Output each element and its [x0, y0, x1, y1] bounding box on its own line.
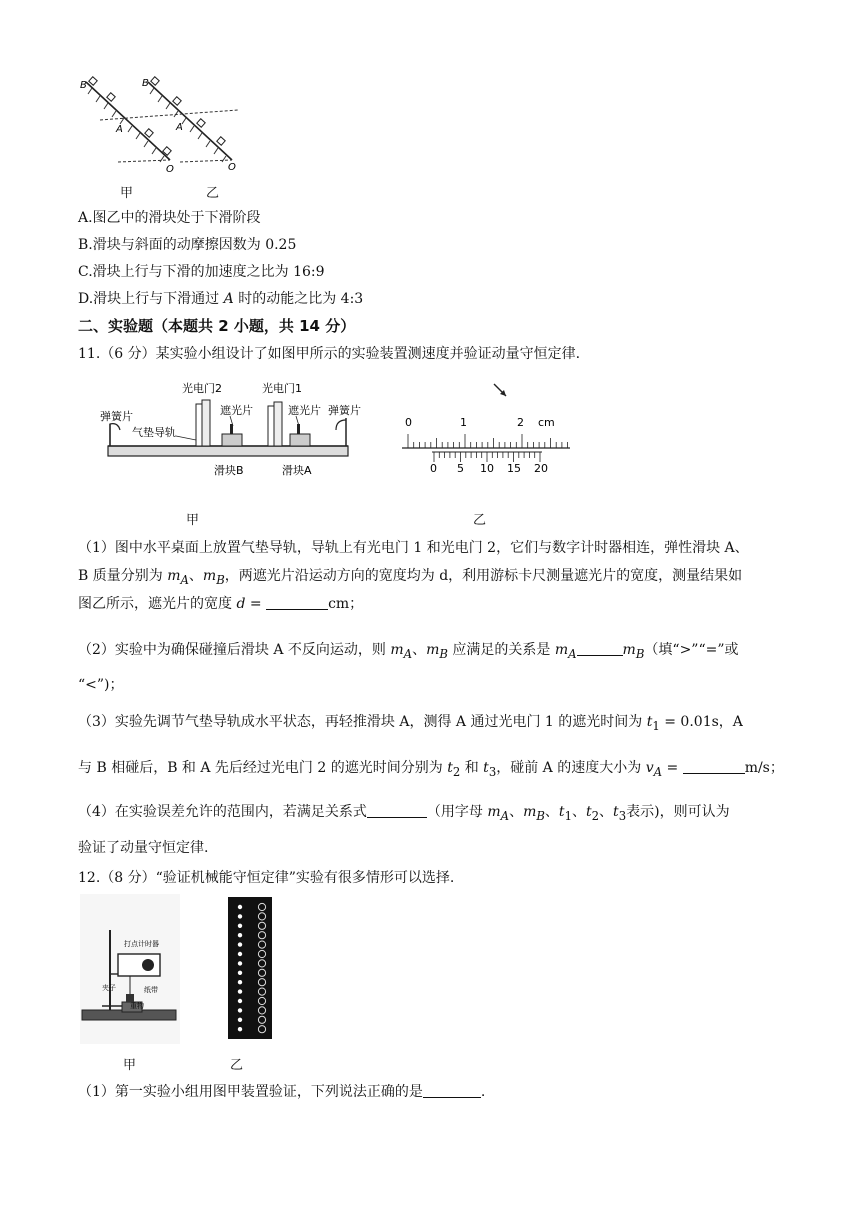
incline-figure: [78, 70, 248, 180]
tape-dot: [238, 980, 242, 984]
label-o-right: O: [228, 162, 236, 173]
q12-p1: （1）第一实验小组用图甲装置验证，下列说法正确的是 .: [78, 1084, 486, 1100]
label-b-left: B: [80, 80, 87, 91]
q12-fig-a-caption: 甲: [123, 1058, 137, 1073]
q11-p4-line2: 验证了动量守恒定律.: [78, 840, 209, 856]
option-d: D.滑块上行与下滑通过 A 时的动能之比为 4:3: [78, 291, 364, 307]
tape-dot: [238, 971, 242, 975]
tape-dot: [238, 905, 242, 909]
timer-apparatus-figure: [80, 894, 180, 1044]
q11-p2-line1: （2）实验中为确保碰撞后滑块 A 不反向运动，则 $m_A$、$m_B$ 应满足的关系是 $m_A$ $m_B$（填“>”“=”或: [78, 642, 739, 661]
label-shade-left: 遮光片: [220, 404, 253, 417]
vernier-tick-15: 15: [507, 462, 521, 475]
label-weight: 重物: [130, 1002, 144, 1010]
label-timer: 打点计时器: [124, 940, 159, 948]
vernier-tick-10: 10: [480, 462, 494, 475]
tape-dot: [238, 914, 242, 918]
option-b: B.滑块与斜面的动摩擦因数为 0.25: [78, 237, 297, 253]
label-b-right: B: [142, 78, 149, 89]
main-tick-2: 2: [517, 416, 524, 429]
q11-p3-line2: 与 B 相碰后，B 和 A 先后经过光电门 2 的遮光时间分别为 $t_2$ 和 $t_3$，碰前 A 的速度大小为 $v_A = m/s$；: [78, 760, 784, 779]
tape-dot: [238, 942, 242, 946]
option-c: C.滑块上行与下滑的加速度之比为 16:9: [78, 264, 325, 280]
fig-top-caption-right: 乙: [206, 186, 220, 201]
answer-blank-mass[interactable]: [577, 641, 623, 656]
vernier-figure: [392, 382, 582, 482]
label-a-left: A: [116, 124, 123, 135]
answer-blank-d[interactable]: [266, 595, 328, 610]
air-track-figure: [100, 370, 362, 488]
label-tape: 纸带: [144, 986, 158, 994]
q11-p1-line3: 图乙所示，遮光片的宽度 d = cm；: [78, 596, 364, 612]
q11-p2-line2: “<”)；: [78, 677, 124, 693]
option-a: A.图乙中的滑块处于下滑阶段: [78, 210, 261, 226]
label-spring-right: 弹簧片: [328, 404, 361, 417]
answer-blank-relation[interactable]: [367, 803, 427, 818]
answer-blank-q12[interactable]: [423, 1083, 481, 1098]
tape-dot: [238, 933, 242, 937]
label-shade-right: 遮光片: [288, 404, 321, 417]
q11-p3-line1: （3）实验先调节气垫导轨成水平状态，再轻推滑块 A，测得 A 通过光电门 1 的遮光时间为 $t_1 = 0.01s$，A: [78, 714, 743, 733]
label-spring-left: 弹簧片: [100, 410, 133, 423]
main-tick-0: 0: [405, 416, 412, 429]
q11-p1-line2: B 质量分别为 $m_A$、$m_B$，两遮光片沿运动方向的宽度均为 d，利用游标卡尺测量遮光片的宽度，测量结果如: [78, 568, 743, 587]
tape-dot: [238, 952, 242, 956]
vernier-tick-20: 20: [534, 462, 548, 475]
label-clip: 夹子: [102, 984, 116, 992]
label-gate1: 光电门1: [262, 382, 302, 395]
q12-stem: 12.（8 分）“验证机械能守恒定律”实验有很多情形可以选择.: [78, 870, 455, 886]
label-slider-b: 滑块B: [214, 464, 244, 477]
tape-dot: [238, 924, 242, 928]
tape-dot: [238, 1008, 242, 1012]
label-a-right: A: [176, 122, 183, 133]
answer-blank-velocity[interactable]: [683, 759, 745, 774]
tape-dot: [238, 989, 242, 993]
tape-dot: [238, 1018, 242, 1022]
label-rail: 气垫导轨: [132, 426, 176, 439]
main-tick-1: 1: [460, 416, 467, 429]
label-gate2: 光电门2: [182, 382, 222, 395]
q11-fig-b-caption: 乙: [473, 513, 487, 528]
label-o-left: O: [166, 164, 174, 175]
tape-figure: [226, 895, 274, 1041]
vernier-tick-0: 0: [430, 462, 437, 475]
q11-p4-line1: （4）在实验误差允许的范围内，若满足关系式 （用字母 $m_A$、$m_B$、$t_1$、$t_2$、$t_3$表示)，则可认为: [78, 804, 730, 823]
tape-dot: [238, 961, 242, 965]
tape-dot: [238, 999, 242, 1003]
unit-label: cm: [538, 416, 555, 429]
q11-stem: 11.（6 分）某实验小组设计了如图甲所示的实验装置测速度并验证动量守恒定律.: [78, 346, 581, 362]
label-slider-a: 滑块A: [282, 464, 312, 477]
section-title: 二、实验题（本题共 2 小题，共 14 分）: [78, 317, 356, 335]
vernier-tick-5: 5: [457, 462, 464, 475]
fig-top-caption-left: 甲: [120, 186, 134, 201]
q12-fig-b-caption: 乙: [230, 1058, 244, 1073]
tape-dot: [238, 1027, 242, 1031]
q11-p1-line1: （1）图中水平桌面上放置气垫导轨，导轨上有光电门 1 和光电门 2，它们与数字计时器相连，弹性滑块 A、: [78, 540, 749, 556]
q11-fig-a-caption: 甲: [186, 513, 200, 528]
